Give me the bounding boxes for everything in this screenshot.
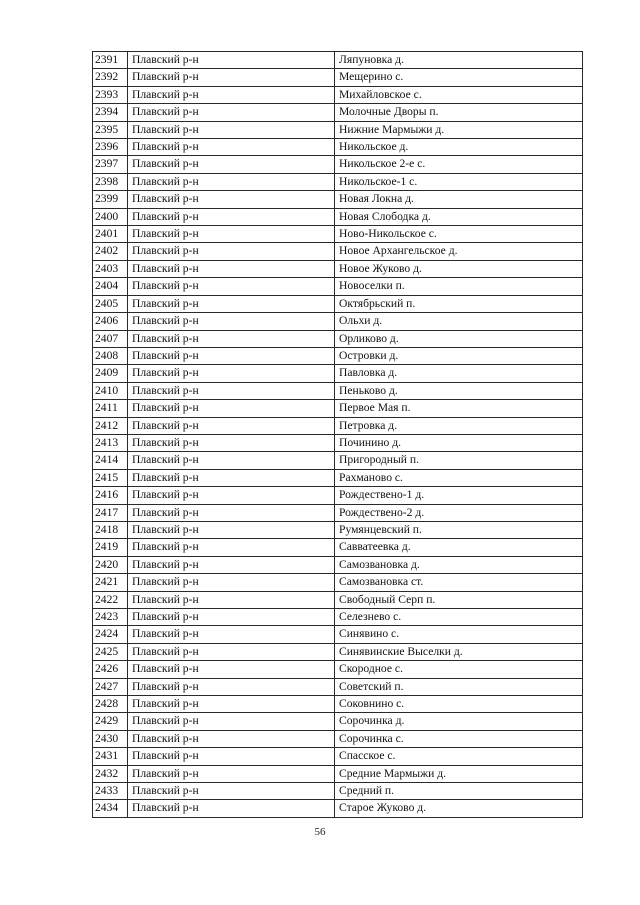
table-row (93, 591, 583, 608)
table-row (93, 226, 583, 243)
table-row (93, 208, 583, 225)
district-cell: Плавский р-н (128, 469, 335, 486)
row-number-cell: 2419 (93, 539, 128, 556)
locality-table-body (93, 52, 583, 818)
table-row (93, 521, 583, 538)
locality-cell: Ляпуновка д. (335, 52, 583, 69)
district-cell: Плавский р-н (128, 295, 335, 312)
table-row (93, 748, 583, 765)
locality-cell: Синявинские Выселки д. (335, 643, 583, 660)
row-number-cell: 2416 (93, 487, 128, 504)
district-cell: Плавский р-н (128, 765, 335, 782)
district-cell: Плавский р-н (128, 730, 335, 747)
table-row (93, 626, 583, 643)
locality-cell: Михайловское с. (335, 86, 583, 103)
row-number-cell: 2421 (93, 574, 128, 591)
district-cell: Плавский р-н (128, 800, 335, 817)
page-number: 56 (314, 826, 326, 838)
row-number-cell: 2432 (93, 765, 128, 782)
locality-cell: Павловка д. (335, 365, 583, 382)
row-number-cell: 2409 (93, 365, 128, 382)
row-number-cell: 2427 (93, 678, 128, 695)
table-row (93, 800, 583, 817)
locality-cell: Новоселки п. (335, 278, 583, 295)
district-cell: Плавский р-н (128, 696, 335, 713)
row-number-cell: 2404 (93, 278, 128, 295)
row-number-cell: 2423 (93, 609, 128, 626)
table-row (93, 278, 583, 295)
row-number-cell: 2431 (93, 748, 128, 765)
row-number-cell: 2397 (93, 156, 128, 173)
district-cell: Плавский р-н (128, 139, 335, 156)
locality-cell: Островки д. (335, 347, 583, 364)
locality-cell: Октябрьский п. (335, 295, 583, 312)
district-cell: Плавский р-н (128, 626, 335, 643)
row-number-cell: 2396 (93, 139, 128, 156)
table-row (93, 365, 583, 382)
table-row (93, 452, 583, 469)
locality-cell: Новая Слободка д. (335, 208, 583, 225)
locality-cell: Сорочинка с. (335, 730, 583, 747)
table-row (93, 243, 583, 260)
district-cell: Плавский р-н (128, 417, 335, 434)
row-number-cell: 2425 (93, 643, 128, 660)
district-cell: Плавский р-н (128, 52, 335, 69)
table-row (93, 643, 583, 660)
row-number-cell: 2410 (93, 382, 128, 399)
locality-cell: Савватеевка д. (335, 539, 583, 556)
row-number-cell: 2433 (93, 783, 128, 800)
district-cell: Плавский р-н (128, 487, 335, 504)
locality-cell: Пригородный п. (335, 452, 583, 469)
row-number-cell: 2422 (93, 591, 128, 608)
row-number-cell: 2391 (93, 52, 128, 69)
row-number-cell: 2395 (93, 121, 128, 138)
table-row (93, 295, 583, 312)
row-number-cell: 2394 (93, 104, 128, 121)
locality-cell: Самозвановка ст. (335, 574, 583, 591)
locality-cell: Новое Жуково д. (335, 260, 583, 277)
row-number-cell: 2418 (93, 521, 128, 538)
locality-cell: Ново-Никольское с. (335, 226, 583, 243)
locality-table (92, 51, 583, 818)
table-row (93, 765, 583, 782)
table-row (93, 86, 583, 103)
district-cell: Плавский р-н (128, 347, 335, 364)
district-cell: Плавский р-н (128, 400, 335, 417)
district-cell: Плавский р-н (128, 434, 335, 451)
locality-cell: Румянцевский п. (335, 521, 583, 538)
locality-cell: Селезнево с. (335, 609, 583, 626)
table-row (93, 556, 583, 573)
locality-cell: Старое Жуково д. (335, 800, 583, 817)
row-number-cell: 2424 (93, 626, 128, 643)
district-cell: Плавский р-н (128, 521, 335, 538)
locality-cell: Синявино с. (335, 626, 583, 643)
row-number-cell: 2393 (93, 86, 128, 103)
row-number-cell: 2407 (93, 330, 128, 347)
district-cell: Плавский р-н (128, 173, 335, 190)
row-number-cell: 2413 (93, 434, 128, 451)
district-cell: Плавский р-н (128, 748, 335, 765)
locality-cell: Соковнино с. (335, 696, 583, 713)
table-row (93, 713, 583, 730)
district-cell: Плавский р-н (128, 226, 335, 243)
table-row (93, 173, 583, 190)
table-row (93, 313, 583, 330)
locality-cell: Свободный Серп п. (335, 591, 583, 608)
row-number-cell: 2398 (93, 173, 128, 190)
row-number-cell: 2402 (93, 243, 128, 260)
row-number-cell: 2420 (93, 556, 128, 573)
row-number-cell: 2408 (93, 347, 128, 364)
district-cell: Плавский р-н (128, 86, 335, 103)
district-cell: Плавский р-н (128, 260, 335, 277)
district-cell: Плавский р-н (128, 678, 335, 695)
locality-cell: Нижние Мармыжи д. (335, 121, 583, 138)
locality-cell: Починино д. (335, 434, 583, 451)
district-cell: Плавский р-н (128, 365, 335, 382)
locality-cell: Молочные Дворы п. (335, 104, 583, 121)
locality-cell: Новая Локна д. (335, 191, 583, 208)
table-row (93, 382, 583, 399)
table-row (93, 52, 583, 69)
district-cell: Плавский р-н (128, 504, 335, 521)
table-row (93, 609, 583, 626)
table-row (93, 661, 583, 678)
locality-cell: Никольское-1 с. (335, 173, 583, 190)
row-number-cell: 2403 (93, 260, 128, 277)
table-row (93, 696, 583, 713)
district-cell: Плавский р-н (128, 191, 335, 208)
table-row (93, 434, 583, 451)
table-row (93, 330, 583, 347)
locality-cell: Первое Мая п. (335, 400, 583, 417)
row-number-cell: 2405 (93, 295, 128, 312)
district-cell: Плавский р-н (128, 783, 335, 800)
locality-cell: Мещерино с. (335, 69, 583, 86)
table-row (93, 539, 583, 556)
locality-cell: Пеньково д. (335, 382, 583, 399)
locality-cell: Средние Мармыжи д. (335, 765, 583, 782)
district-cell: Плавский р-н (128, 556, 335, 573)
row-number-cell: 2414 (93, 452, 128, 469)
table-row (93, 417, 583, 434)
table-row (93, 191, 583, 208)
table-row (93, 400, 583, 417)
locality-cell: Новое Архангельское д. (335, 243, 583, 260)
table-row (93, 783, 583, 800)
district-cell: Плавский р-н (128, 243, 335, 260)
table-row (93, 260, 583, 277)
district-cell: Плавский р-н (128, 121, 335, 138)
district-cell: Плавский р-н (128, 643, 335, 660)
district-cell: Плавский р-н (128, 330, 335, 347)
table-row (93, 678, 583, 695)
locality-cell: Самозвановка д. (335, 556, 583, 573)
row-number-cell: 2392 (93, 69, 128, 86)
district-cell: Плавский р-н (128, 156, 335, 173)
locality-cell: Петровка д. (335, 417, 583, 434)
district-cell: Плавский р-н (128, 574, 335, 591)
locality-cell: Рахманово с. (335, 469, 583, 486)
row-number-cell: 2417 (93, 504, 128, 521)
row-number-cell: 2400 (93, 208, 128, 225)
row-number-cell: 2428 (93, 696, 128, 713)
table-row (93, 730, 583, 747)
district-cell: Плавский р-н (128, 539, 335, 556)
locality-cell: Никольское 2-е с. (335, 156, 583, 173)
district-cell: Плавский р-н (128, 591, 335, 608)
row-number-cell: 2430 (93, 730, 128, 747)
table-row (93, 574, 583, 591)
table-row (93, 469, 583, 486)
district-cell: Плавский р-н (128, 713, 335, 730)
district-cell: Плавский р-н (128, 609, 335, 626)
table-row (93, 104, 583, 121)
table-row (93, 69, 583, 86)
district-cell: Плавский р-н (128, 278, 335, 295)
locality-cell: Средний п. (335, 783, 583, 800)
district-cell: Плавский р-н (128, 313, 335, 330)
locality-cell: Ольхи д. (335, 313, 583, 330)
row-number-cell: 2401 (93, 226, 128, 243)
table-row (93, 487, 583, 504)
row-number-cell: 2429 (93, 713, 128, 730)
locality-cell: Советский п. (335, 678, 583, 695)
district-cell: Плавский р-н (128, 661, 335, 678)
row-number-cell: 2399 (93, 191, 128, 208)
row-number-cell: 2426 (93, 661, 128, 678)
table-row (93, 504, 583, 521)
table-row (93, 121, 583, 138)
table-row (93, 347, 583, 364)
table-row (93, 139, 583, 156)
locality-cell: Рождествено-1 д. (335, 487, 583, 504)
row-number-cell: 2411 (93, 400, 128, 417)
district-cell: Плавский р-н (128, 208, 335, 225)
locality-cell: Никольское д. (335, 139, 583, 156)
district-cell: Плавский р-н (128, 104, 335, 121)
district-cell: Плавский р-н (128, 69, 335, 86)
locality-cell: Орликово д. (335, 330, 583, 347)
locality-cell: Спасское с. (335, 748, 583, 765)
district-cell: Плавский р-н (128, 382, 335, 399)
locality-cell: Рождествено-2 д. (335, 504, 583, 521)
row-number-cell: 2434 (93, 800, 128, 817)
row-number-cell: 2415 (93, 469, 128, 486)
row-number-cell: 2406 (93, 313, 128, 330)
row-number-cell: 2412 (93, 417, 128, 434)
locality-cell: Сорочинка д. (335, 713, 583, 730)
table-row (93, 156, 583, 173)
locality-cell: Скородное с. (335, 661, 583, 678)
district-cell: Плавский р-н (128, 452, 335, 469)
